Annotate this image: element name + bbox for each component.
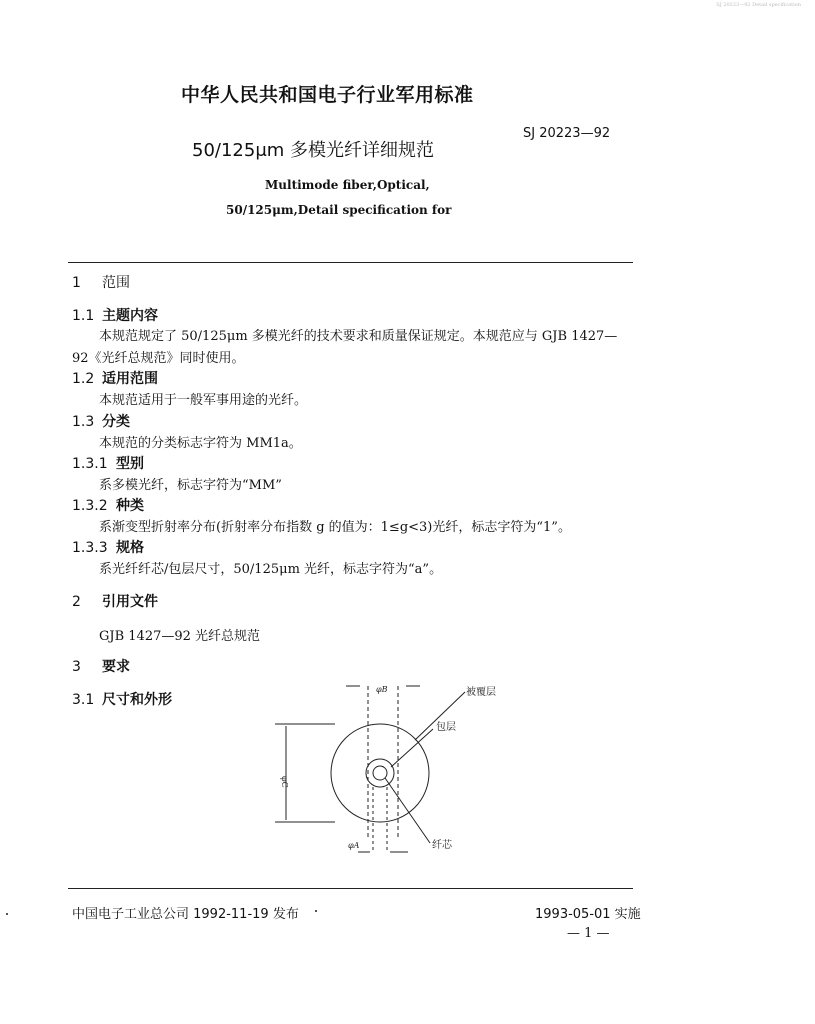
section-heading: 1.3.2 种类 [72, 498, 144, 514]
reference-document: GJB 1427—92 光纤总规范 [99, 629, 261, 644]
english-title-line-2: 50/125μm,Detail specification for [226, 203, 452, 217]
footer-rule [68, 888, 633, 889]
scan-speck [6, 913, 8, 915]
cladding-label: 包层 [436, 722, 456, 733]
phi-b-label: φB [376, 685, 388, 694]
paragraph-line: 本规范的分类标志字符为 MM1a。 [99, 436, 302, 451]
section-heading: 1.3 分类 [72, 414, 130, 430]
paragraph-line: 92《光纤总规范》同时使用。 [72, 351, 245, 366]
header-rule [68, 262, 633, 263]
section-heading: 1.1 主题内容 [72, 308, 158, 324]
coating-label: 被覆层 [466, 687, 496, 698]
paragraph-line: 系光纤纤芯/包层尺寸，50/125μm 光纤，标志字符为“a”。 [99, 562, 443, 577]
cladding-circle [366, 759, 394, 787]
section-heading: 1.2 适用范围 [72, 371, 158, 387]
section-heading: 1 范围 [72, 275, 130, 291]
core-circle [373, 766, 387, 780]
paragraph-line: 系多模光纤，标志字符为“MM” [99, 478, 282, 493]
fiber-cross-section-figure [260, 672, 500, 862]
effective-date: 1993-05-01 实施 [535, 907, 641, 922]
issuer-line: 中国电子工业总公司 1992-11-19 发布 [72, 907, 299, 922]
section-heading: 3 要求 [72, 659, 130, 675]
paragraph-line: 本规范规定了 50/125μm 多模光纤的技术要求和质量保证规定。本规范应与 GJB 1427— [99, 329, 618, 344]
scan-speck [315, 910, 317, 912]
section-heading: 1.3.1 型别 [72, 456, 144, 472]
phi-c-label: φC [280, 776, 289, 788]
paragraph-line: 系渐变型折射率分布(折射率分布指数 g 的值为：1≤g<3)光纤，标志字符为“1”。 [99, 520, 571, 535]
section-heading: 3.1 尺寸和外形 [72, 692, 172, 708]
standard-name: 50/125μm 多模光纤详细规范 [192, 140, 435, 161]
standard-number: SJ 20223—92 [523, 126, 611, 141]
section-heading: 1.3.3 规格 [72, 540, 144, 556]
document-title: 中华人民共和国电子行业军用标准 [181, 84, 474, 106]
core-label: 纤芯 [432, 840, 452, 851]
coating-circle [331, 724, 429, 822]
figure-lines [275, 686, 465, 852]
page-number: — 1 — [567, 926, 610, 941]
corner-mark: SJ 20223—92 Detail specification [716, 2, 801, 8]
paragraph-line: 本规范适用于一般军事用途的光纤。 [99, 393, 308, 408]
section-heading: 2 引用文件 [72, 594, 158, 610]
phi-a-label: φA [348, 841, 360, 850]
english-title-line-1: Multimode fiber,Optical, [265, 178, 430, 192]
